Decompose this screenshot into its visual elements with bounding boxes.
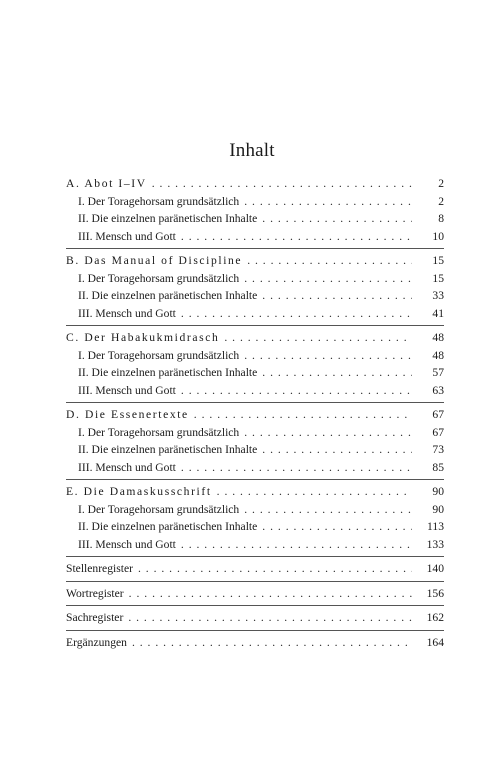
toc-entry-label: Wortregister — [66, 586, 124, 600]
toc-subentry — [66, 364, 444, 382]
toc-entry-label: II. Die einzelnen paränetischen Inhalte — [78, 212, 258, 225]
dot-leader — [212, 483, 412, 501]
toc-section-heading — [66, 252, 444, 270]
toc-section-a — [66, 175, 444, 245]
dot-leader — [133, 560, 412, 578]
toc-subentry — [66, 459, 444, 477]
dot-leader — [257, 287, 412, 305]
toc-subentry — [66, 287, 444, 305]
toc-page-number: 10 — [432, 229, 444, 243]
toc-subentry — [66, 347, 444, 365]
section-divider — [66, 248, 444, 249]
toc-page-number: 90 — [432, 502, 444, 516]
toc-entry-label: A. Abot I–IV — [66, 177, 147, 190]
toc-entry-label: III. Mensch und Gott — [78, 229, 176, 243]
toc-page-number: 140 — [426, 562, 444, 575]
toc-entry-label: II. Die einzelnen paränetischen Inhalte — [78, 289, 258, 302]
toc-entry-label: III. Mensch und Gott — [78, 460, 176, 474]
toc-entry-label: C. Der Habakukmidrasch — [66, 331, 220, 344]
toc-subentry — [66, 518, 444, 536]
section-divider — [66, 479, 444, 480]
dot-leader — [239, 270, 412, 288]
dot-leader — [176, 382, 412, 400]
toc-entry-label: II. Die einzelnen paränetischen Inhalte — [78, 520, 258, 533]
toc-entry-label: E. Die Damaskusschrift — [66, 485, 212, 498]
toc-page-number: 67 — [432, 408, 444, 421]
section-divider — [66, 605, 444, 606]
toc-entry-label: B. Das Manual of Discipline — [66, 254, 243, 267]
toc-section-heading — [66, 175, 444, 193]
toc-page-number: 41 — [432, 306, 444, 320]
dot-leader — [257, 441, 412, 459]
toc-entry-label: II. Die einzelnen paränetischen Inhalte — [78, 443, 258, 456]
toc-page-number: 15 — [432, 254, 444, 267]
toc-page-number: 90 — [432, 485, 444, 498]
toc-subentry — [66, 210, 444, 228]
dot-leader — [219, 329, 412, 347]
toc-section-e — [66, 483, 444, 553]
toc-page-number: 133 — [426, 537, 444, 551]
toc-subentry — [66, 501, 444, 519]
dot-leader — [239, 501, 412, 519]
toc-page-number: 2 — [438, 194, 444, 208]
toc-page-number: 156 — [426, 586, 444, 600]
toc-section-c — [66, 329, 444, 399]
dot-leader — [176, 228, 412, 246]
toc-entry-label: I. Der Toragehorsam grundsätzlich — [78, 194, 240, 208]
section-divider — [66, 325, 444, 326]
toc-page-number: 113 — [427, 520, 444, 533]
page-title: Inhalt — [229, 140, 275, 161]
toc-section-heading — [66, 406, 444, 424]
section-divider — [66, 630, 444, 631]
dot-leader — [123, 609, 412, 627]
toc-page-number: 57 — [432, 366, 444, 379]
toc-subentry — [66, 536, 444, 554]
toc-entry-label: I. Der Toragehorsam grundsätzlich — [78, 271, 240, 285]
toc-entry-label: Sachregister — [66, 611, 124, 624]
toc-register-entry — [66, 634, 444, 652]
toc-register-entry — [66, 560, 444, 578]
toc-page-number: 85 — [432, 460, 444, 474]
toc-entry-label: III. Mensch und Gott — [78, 306, 176, 320]
dot-leader — [189, 406, 412, 424]
toc-subentry — [66, 441, 444, 459]
dot-leader — [147, 175, 412, 193]
toc-page-number: 8 — [438, 212, 444, 225]
section-divider — [66, 581, 444, 582]
toc-page-number: 33 — [432, 289, 444, 302]
dot-leader — [239, 424, 412, 442]
dot-leader — [257, 364, 412, 382]
section-divider — [66, 556, 444, 557]
toc-page-number: 2 — [438, 177, 444, 190]
toc-entry-label: III. Mensch und Gott — [78, 537, 176, 551]
toc-subentry — [66, 228, 444, 246]
toc-entry-label: Ergänzungen — [66, 635, 127, 649]
toc-subentry — [66, 270, 444, 288]
toc-entry-label: III. Mensch und Gott — [78, 383, 176, 397]
toc-page-number: 48 — [432, 348, 444, 362]
toc-page-number: 15 — [432, 271, 444, 285]
toc-entry-label: I. Der Toragehorsam grundsätzlich — [78, 425, 240, 439]
dot-leader — [257, 518, 412, 536]
table-of-contents — [66, 175, 444, 651]
toc-entry-label: I. Der Toragehorsam grundsätzlich — [78, 348, 240, 362]
section-divider — [66, 402, 444, 403]
toc-section-heading — [66, 329, 444, 347]
toc-register-entry — [66, 585, 444, 603]
dot-leader — [176, 536, 412, 554]
dot-leader — [124, 585, 412, 603]
dot-leader — [176, 459, 412, 477]
toc-subentry — [66, 424, 444, 442]
dot-leader — [242, 252, 412, 270]
dot-leader — [127, 634, 412, 652]
toc-section-b — [66, 252, 444, 322]
toc-subentry — [66, 193, 444, 211]
toc-page-number: 162 — [426, 611, 444, 624]
toc-section-heading — [66, 483, 444, 501]
toc-entry-label: II. Die einzelnen paränetischen Inhalte — [78, 366, 258, 379]
toc-page-number: 73 — [432, 443, 444, 456]
dot-leader — [239, 193, 412, 211]
toc-page-number: 63 — [432, 383, 444, 397]
toc-page-number: 67 — [432, 425, 444, 439]
toc-register-entry — [66, 609, 444, 627]
toc-subentry — [66, 382, 444, 400]
toc-page-number: 48 — [432, 331, 444, 344]
toc-page-number: 164 — [426, 635, 444, 649]
dot-leader — [239, 347, 412, 365]
toc-entry-label: Stellenregister — [66, 562, 133, 575]
dot-leader — [257, 210, 412, 228]
toc-entry-label: I. Der Toragehorsam grundsätzlich — [78, 502, 240, 516]
dot-leader — [176, 305, 412, 323]
toc-subentry — [66, 305, 444, 323]
toc-section-d — [66, 406, 444, 476]
toc-entry-label: D. Die Essenertexte — [66, 408, 189, 421]
